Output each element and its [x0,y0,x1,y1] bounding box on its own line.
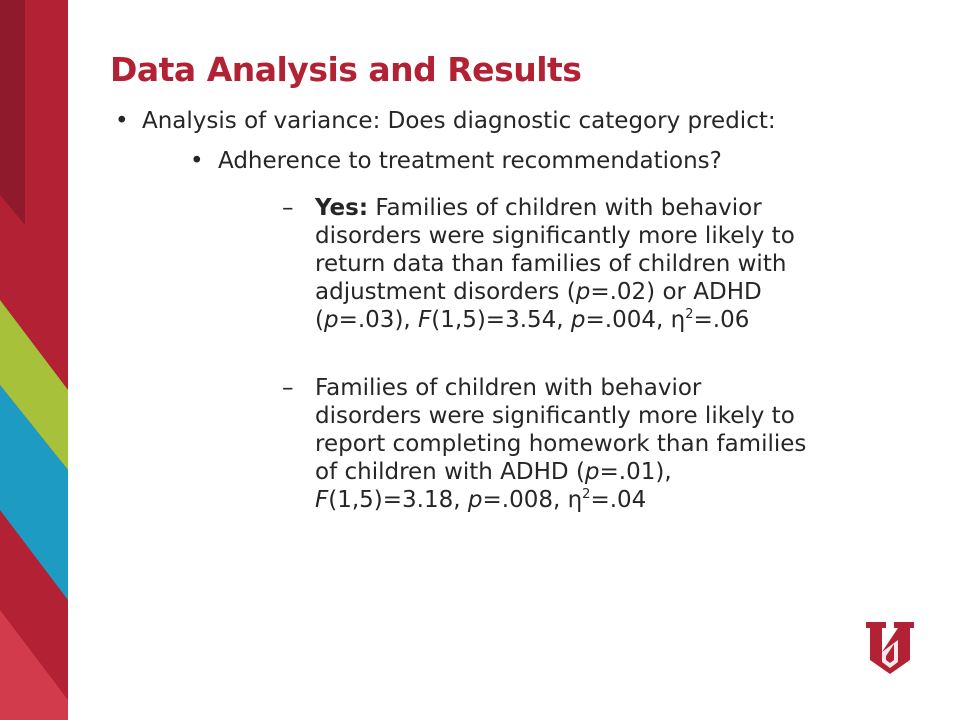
text-line: return data than families of children with [315,251,787,277]
superscript-2: 2 [685,307,694,322]
dash-marker: – [282,195,294,221]
text-line [315,194,895,222]
sub-item-text [315,194,895,334]
text-run: (1,5)=3.54, [431,307,571,333]
text-run: =.008, η [482,487,583,513]
italic-p: p [467,487,483,513]
text-line [315,278,895,306]
text-run: of children with ADHD ( [315,459,585,485]
text-run: =.004, η [585,307,686,333]
italic-p: p [323,307,339,333]
italic-f: F [418,307,432,333]
decorative-side-band [0,0,68,720]
university-n-logo [866,622,914,674]
slide-title: Data Analysis and Results [110,50,582,89]
bullet-marker: • [115,108,129,134]
dash-marker: – [282,375,294,401]
italic-p: p [570,307,586,333]
text-line: disorders were significantly more likely to [315,403,795,429]
text-run: (1,5)=3.18, [328,487,468,513]
text-run: Families of children with behavior [368,195,762,221]
text-line: disorders were significantly more likely to [315,223,795,249]
text-run: =.04 [590,487,647,513]
text-line: Families of children with behavior [315,375,702,401]
text-run: =.01), [599,459,672,485]
emphasis-yes: Yes: [315,195,369,221]
text-line: report completing homework than families [315,431,807,457]
text-run: =.03), [338,307,419,333]
italic-f: F [315,487,329,513]
italic-p: p [575,279,591,305]
text-run: ( [315,307,324,333]
bullet-marker: • [190,148,204,174]
bullet-text: Adherence to treatment recommendations? [218,148,722,174]
text-run: adjustment disorders ( [315,279,576,305]
text-line [315,306,895,334]
text-run: =.02) or ADHD [590,279,762,305]
sub-item-text [315,374,895,514]
italic-p: p [584,459,600,485]
superscript-2: 2 [582,487,591,502]
text-line [315,458,895,486]
text-run: =.06 [693,307,750,333]
bullet-text: Analysis of variance: Does diagnostic category predict: [142,108,776,134]
text-line [315,486,895,514]
